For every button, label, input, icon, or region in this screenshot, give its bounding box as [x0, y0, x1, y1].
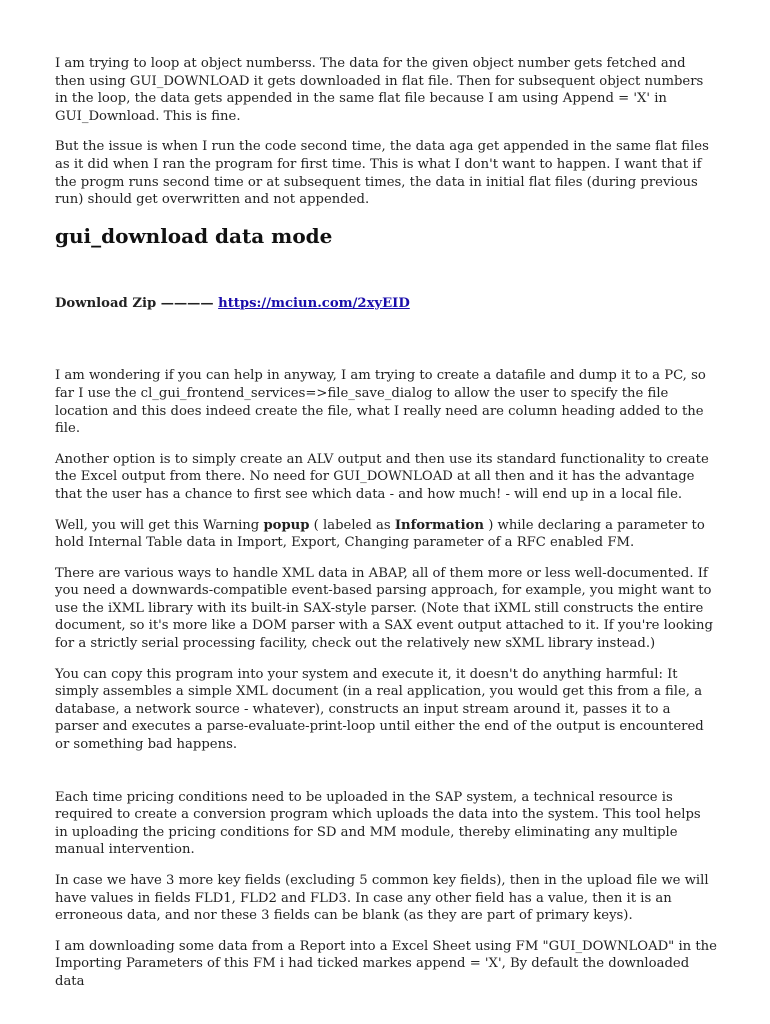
- body-paragraph-1: I am wondering if you can help in anyway, I am trying to create a datafile and dump it to a PC, so far I use the cl_gui_frontend_services=>file_save_dialog to allow the user to specify the file location and this does indeed create the file, what I really need are column heading added to the file.: [55, 368, 706, 437]
- download-link[interactable]: https://mciun.com/2xyEID: [218, 295, 410, 311]
- body-paragraph-7: In case we have 3 more key fields (excluding 5 common key fields), then in the upload file we will have values in fields FLD1, FLD2 and FLD3. In case any other field has a value, then it is an erroneous data, and nor these 3 fields can be blank (as they are part of primary keys).: [55, 873, 709, 924]
- p3-bold-information: Information: [394, 517, 484, 533]
- download-line: [55, 295, 717, 313]
- intro-paragraph-2: But the issue is when I run the code second time, the data aga get appended in the same flat files as it did when I ran the program for first time. This is what I don't want to happen. I want that if the progm runs second time or at subsequent times, the data in initial flat files (during previous run) should get overwritten and not appended.: [55, 139, 709, 208]
- spacer: [55, 767, 717, 789]
- body-paragraph-2: Another option is to simply create an ALV output and then use its standard functionality to create the Excel output from there. No need for GUI_DOWNLOAD at all then and it has the advantage that the user has a chance to first see which data - and how much! - will end up in a local file.: [55, 451, 709, 502]
- p3-text-e: ) while declaring a parameter to hold Internal Table data in Import, Export, Changing parameter of a RFC enabled FM.: [55, 517, 705, 551]
- body-paragraph-3: [55, 517, 717, 552]
- p3-text-c: ( labeled as: [309, 517, 395, 533]
- body-paragraph-8: I am downloading some data from a Report into a Excel Sheet using FM "GUI_DOWNLOAD" in the Importing Parameters of this FM i had ticked markes append = 'X', By default the downloaded data: [55, 938, 717, 989]
- section-heading: gui_download data mode: [55, 223, 333, 248]
- p3-text-a: Well, you will get this Warning: [55, 517, 264, 533]
- spacer: [55, 312, 717, 367]
- intro-paragraph-1: I am trying to loop at object numberss. The data for the given object number gets fetched and then using GUI_DOWNLOAD it gets downloaded in flat file. Then for subsequent object numbers in the loop, the data gets appended in the same flat file because I am using Append = 'X' in GUI_Download. This is fine.: [55, 56, 704, 124]
- body-paragraph-6: Each time pricing conditions need to be uploaded in the SAP system, a technical resource is required to create a conversion program which uploads the data into the system. This tool helps in uploading the pricing conditions for SD and MM module, thereby eliminating any multiple manual intervention.: [55, 789, 701, 858]
- download-label: Download Zip ————: [55, 295, 219, 311]
- p3-bold-popup: popup: [263, 517, 310, 533]
- body-paragraph-4: There are various ways to handle XML data in ABAP, all of them more or less well-documented. If you need a downwards-compatible event-based parsing approach, for example, you might want to use the iXML library with its built-in SAX-style parser. (Note that iXML still constructs the entire document, so it's more like a DOM parser with a SAX event output attached to it. If you're looking for a strictly serial processing facility, check out the relatively new sXML library instead.): [55, 565, 713, 652]
- body-paragraph-5: You can copy this program into your system and execute it, it doesn't do anything harmful: It simply assembles a simple XML document (in a real application, you would get this from a file, a database, a network source - whatever), constructs an input stream around it, passes it to a parser and executes a parse-evaluate-print-loop until either the end of the output is encountered or something bad happens.: [55, 666, 704, 753]
- article-body: [55, 55, 717, 1004]
